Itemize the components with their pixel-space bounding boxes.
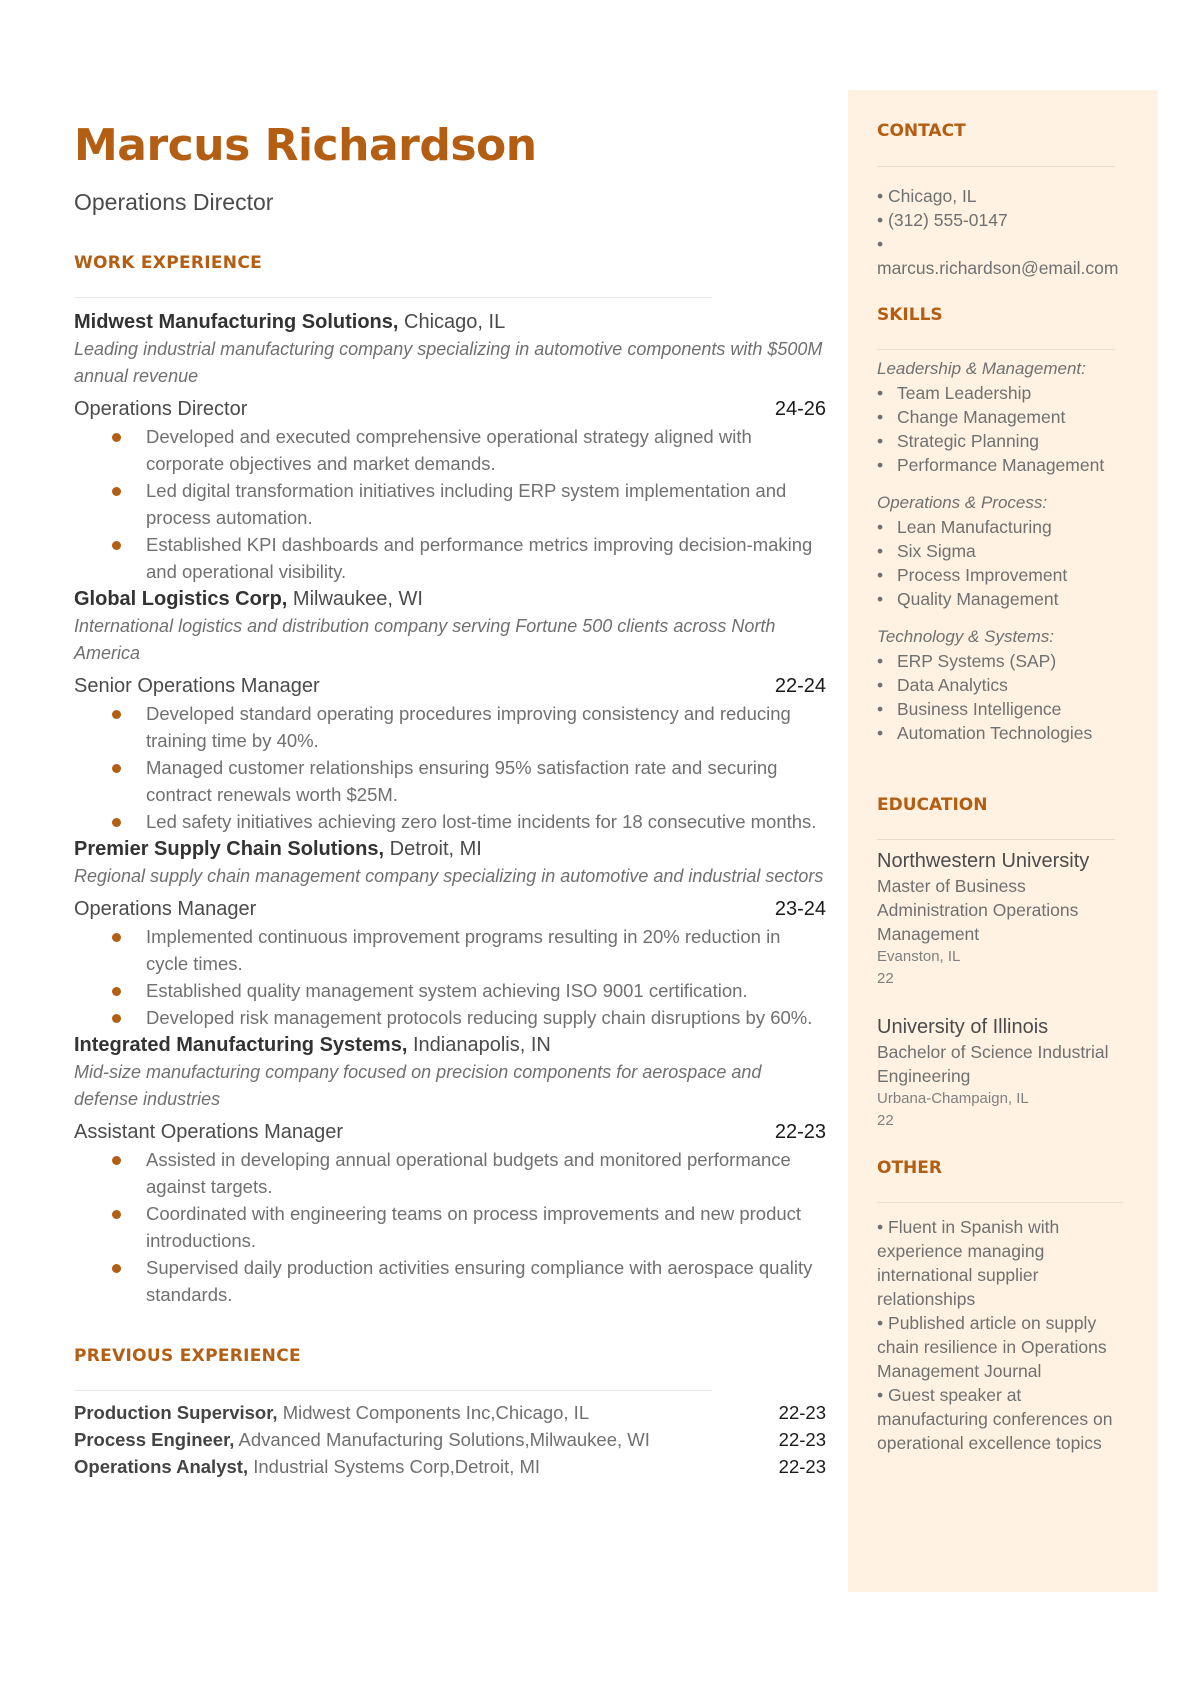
job-bullet: Implemented continuous improvement programs resulting in 20% reduction in cycle times.	[74, 923, 826, 977]
candidate-title: Operations Director	[74, 189, 274, 215]
skill-category: Technology & Systems:	[877, 627, 1055, 646]
job-bullet: Developed standard operating procedures improving consistency and reducing training time by 40%.	[74, 700, 826, 754]
previous-item: Production Supervisor, Midwest Components Inc,Chicago, IL 22-23	[74, 1402, 826, 1423]
other-heading: OTHER	[877, 1158, 942, 1178]
job-location: Milwaukee, WI	[292, 588, 423, 610]
skill-item: • Six Sigma	[877, 541, 976, 561]
main-column	[74, 118, 826, 1480]
skills-list	[877, 357, 1139, 745]
other-item: • Fluent in Spanish with experience managing international supplier relationships	[877, 1217, 1060, 1309]
job-company: Premier Supply Chain Solutions,	[74, 838, 385, 860]
skills-heading: SKILLS	[877, 305, 943, 325]
job-bullet: Established KPI dashboards and performance metrics improving decision-making and operational visibility.	[74, 531, 826, 585]
job-bullet: Supervised daily production activities ensuring compliance with aerospace quality standards.	[74, 1254, 826, 1308]
previous-item: Process Engineer, Advanced Manufacturing Solutions,Milwaukee, WI 22-23	[74, 1429, 826, 1450]
other-list	[877, 1215, 1127, 1455]
education-year: 22	[877, 1112, 894, 1129]
job-entry	[74, 835, 826, 1031]
education-school: University of Illinois	[877, 1016, 1049, 1038]
bullet-dot-icon	[112, 1210, 121, 1219]
section-divider	[877, 349, 1115, 350]
skill-group	[877, 625, 1139, 745]
job-company: Midwest Manufacturing Solutions,	[74, 311, 399, 333]
contact-list	[877, 184, 1139, 280]
jobs-list	[74, 308, 826, 1308]
bullet-dot-icon	[112, 1264, 121, 1273]
skill-item: • Strategic Planning	[877, 431, 1040, 451]
section-divider	[74, 297, 712, 298]
bullet-dot-icon	[112, 487, 121, 496]
education-degree: Master of Business Administration Operations Management	[877, 876, 1079, 944]
job-bullet: Established quality management system achieving ISO 9001 certification.	[74, 977, 826, 1004]
contact-email-bullet: •	[877, 234, 884, 254]
education-list	[877, 848, 1139, 1132]
job-company: Integrated Manufacturing Systems,	[74, 1034, 408, 1056]
job-location: Indianapolis, IN	[412, 1034, 551, 1056]
education-heading: EDUCATION	[877, 795, 988, 815]
job-description: Leading industrial manufacturing company specializing in automotive components with $500M annual revenue	[74, 339, 823, 386]
work-experience-heading: WORK EXPERIENCE	[74, 253, 263, 273]
bullet-dot-icon	[112, 1014, 121, 1023]
job-description: Mid-size manufacturing company focused on precision components for aerospace and defense industries	[74, 1062, 762, 1109]
job-years: 22-24	[774, 675, 826, 697]
job-company-line	[74, 308, 826, 336]
contact-heading: CONTACT	[877, 121, 966, 141]
skill-category: Leadership & Management:	[877, 359, 1086, 378]
job-entry	[74, 585, 826, 835]
contact-phone: • (312) 555-0147	[877, 210, 1008, 230]
job-role-row	[74, 395, 826, 423]
bullet-dot-icon	[112, 764, 121, 773]
job-role-row	[74, 1118, 826, 1146]
previous-item: Operations Analyst, Industrial Systems Corp,Detroit, MI 22-23	[74, 1456, 826, 1477]
job-role: Assistant Operations Manager	[74, 1121, 344, 1143]
education-year: 22	[877, 970, 894, 987]
section-divider	[877, 839, 1115, 840]
job-bullets	[74, 423, 826, 585]
education-entry	[877, 848, 1139, 990]
bullet-dot-icon	[112, 818, 121, 827]
job-role: Operations Director	[74, 398, 248, 420]
job-location: Chicago, IL	[404, 311, 506, 333]
section-divider	[877, 166, 1115, 167]
bullet-dot-icon	[112, 987, 121, 996]
section-divider	[877, 1202, 1123, 1203]
job-years: 22-23	[774, 1121, 826, 1143]
job-company: Global Logistics Corp,	[74, 588, 288, 610]
job-bullet: Led digital transformation initiatives including ERP system implementation and process automation.	[74, 477, 826, 531]
job-company-line	[74, 835, 826, 863]
job-years: 24-26	[774, 398, 826, 420]
other-item: • Guest speaker at manufacturing conferences on operational excellence topics	[877, 1385, 1113, 1453]
skill-item: • Data Analytics	[877, 675, 1008, 695]
contact-email: marcus.richardson@email.com	[877, 258, 1119, 278]
candidate-name: Marcus Richardson	[74, 120, 537, 171]
job-entry	[74, 308, 826, 585]
job-role-row	[74, 895, 826, 923]
skill-category: Operations & Process:	[877, 493, 1048, 512]
bullet-dot-icon	[112, 541, 121, 550]
other-item: • Published article on supply chain resilience in Operations Management Journal	[877, 1313, 1107, 1381]
job-company-line	[74, 1031, 826, 1059]
job-location: Detroit, MI	[389, 838, 482, 860]
previous-list	[74, 1399, 826, 1480]
job-bullet: Assisted in developing annual operational budgets and monitored performance against targets.	[74, 1146, 826, 1200]
job-years: 23-24	[774, 898, 826, 920]
skill-item: • Automation Technologies	[877, 723, 1093, 743]
job-role: Senior Operations Manager	[74, 675, 320, 697]
skill-item: • Change Management	[877, 407, 1066, 427]
job-bullet: Developed and executed comprehensive operational strategy aligned with corporate objectives and market demands.	[74, 423, 826, 477]
bullet-dot-icon	[112, 433, 121, 442]
job-role-row	[74, 672, 826, 700]
job-role: Operations Manager	[74, 898, 257, 920]
skill-item: • Process Improvement	[877, 565, 1068, 585]
skill-item: • Business Intelligence	[877, 699, 1062, 719]
job-bullets	[74, 923, 826, 1031]
education-entry	[877, 1014, 1139, 1132]
job-bullet: Managed customer relationships ensuring 95% satisfaction rate and securing contract renewals worth $25M.	[74, 754, 826, 808]
skill-group	[877, 357, 1139, 477]
bullet-dot-icon	[112, 933, 121, 942]
sidebar	[848, 90, 1158, 1592]
education-location: Evanston, IL	[877, 948, 961, 965]
skill-item: • Team Leadership	[877, 383, 1032, 403]
contact-location: • Chicago, IL	[877, 186, 977, 206]
education-school: Northwestern University	[877, 850, 1090, 872]
section-divider	[74, 1390, 712, 1391]
job-company-line	[74, 585, 826, 613]
job-description: International logistics and distribution company serving Fortune 500 clients across North America	[74, 616, 776, 663]
job-bullet: Coordinated with engineering teams on process improvements and new product introductions.	[74, 1200, 826, 1254]
job-entry	[74, 1031, 826, 1308]
education-degree: Bachelor of Science Industrial Engineering	[877, 1042, 1109, 1086]
skill-item: • ERP Systems (SAP)	[877, 651, 1057, 671]
job-bullet: Developed risk management protocols reducing supply chain disruptions by 60%.	[74, 1004, 826, 1031]
bullet-dot-icon	[112, 1156, 121, 1165]
skill-item: • Quality Management	[877, 589, 1059, 609]
skill-item: • Lean Manufacturing	[877, 517, 1052, 537]
job-bullet: Led safety initiatives achieving zero lost-time incidents for 18 consecutive months.	[74, 808, 826, 835]
bullet-dot-icon	[112, 710, 121, 719]
skill-item: • Performance Management	[877, 455, 1105, 475]
job-description: Regional supply chain management company specializing in automotive and industrial sectors	[74, 866, 824, 886]
previous-experience-heading: PREVIOUS EXPERIENCE	[74, 1346, 301, 1366]
education-location: Urbana-Champaign, IL	[877, 1090, 1029, 1107]
skill-group	[877, 491, 1139, 611]
job-bullets	[74, 700, 826, 835]
job-bullets	[74, 1146, 826, 1308]
